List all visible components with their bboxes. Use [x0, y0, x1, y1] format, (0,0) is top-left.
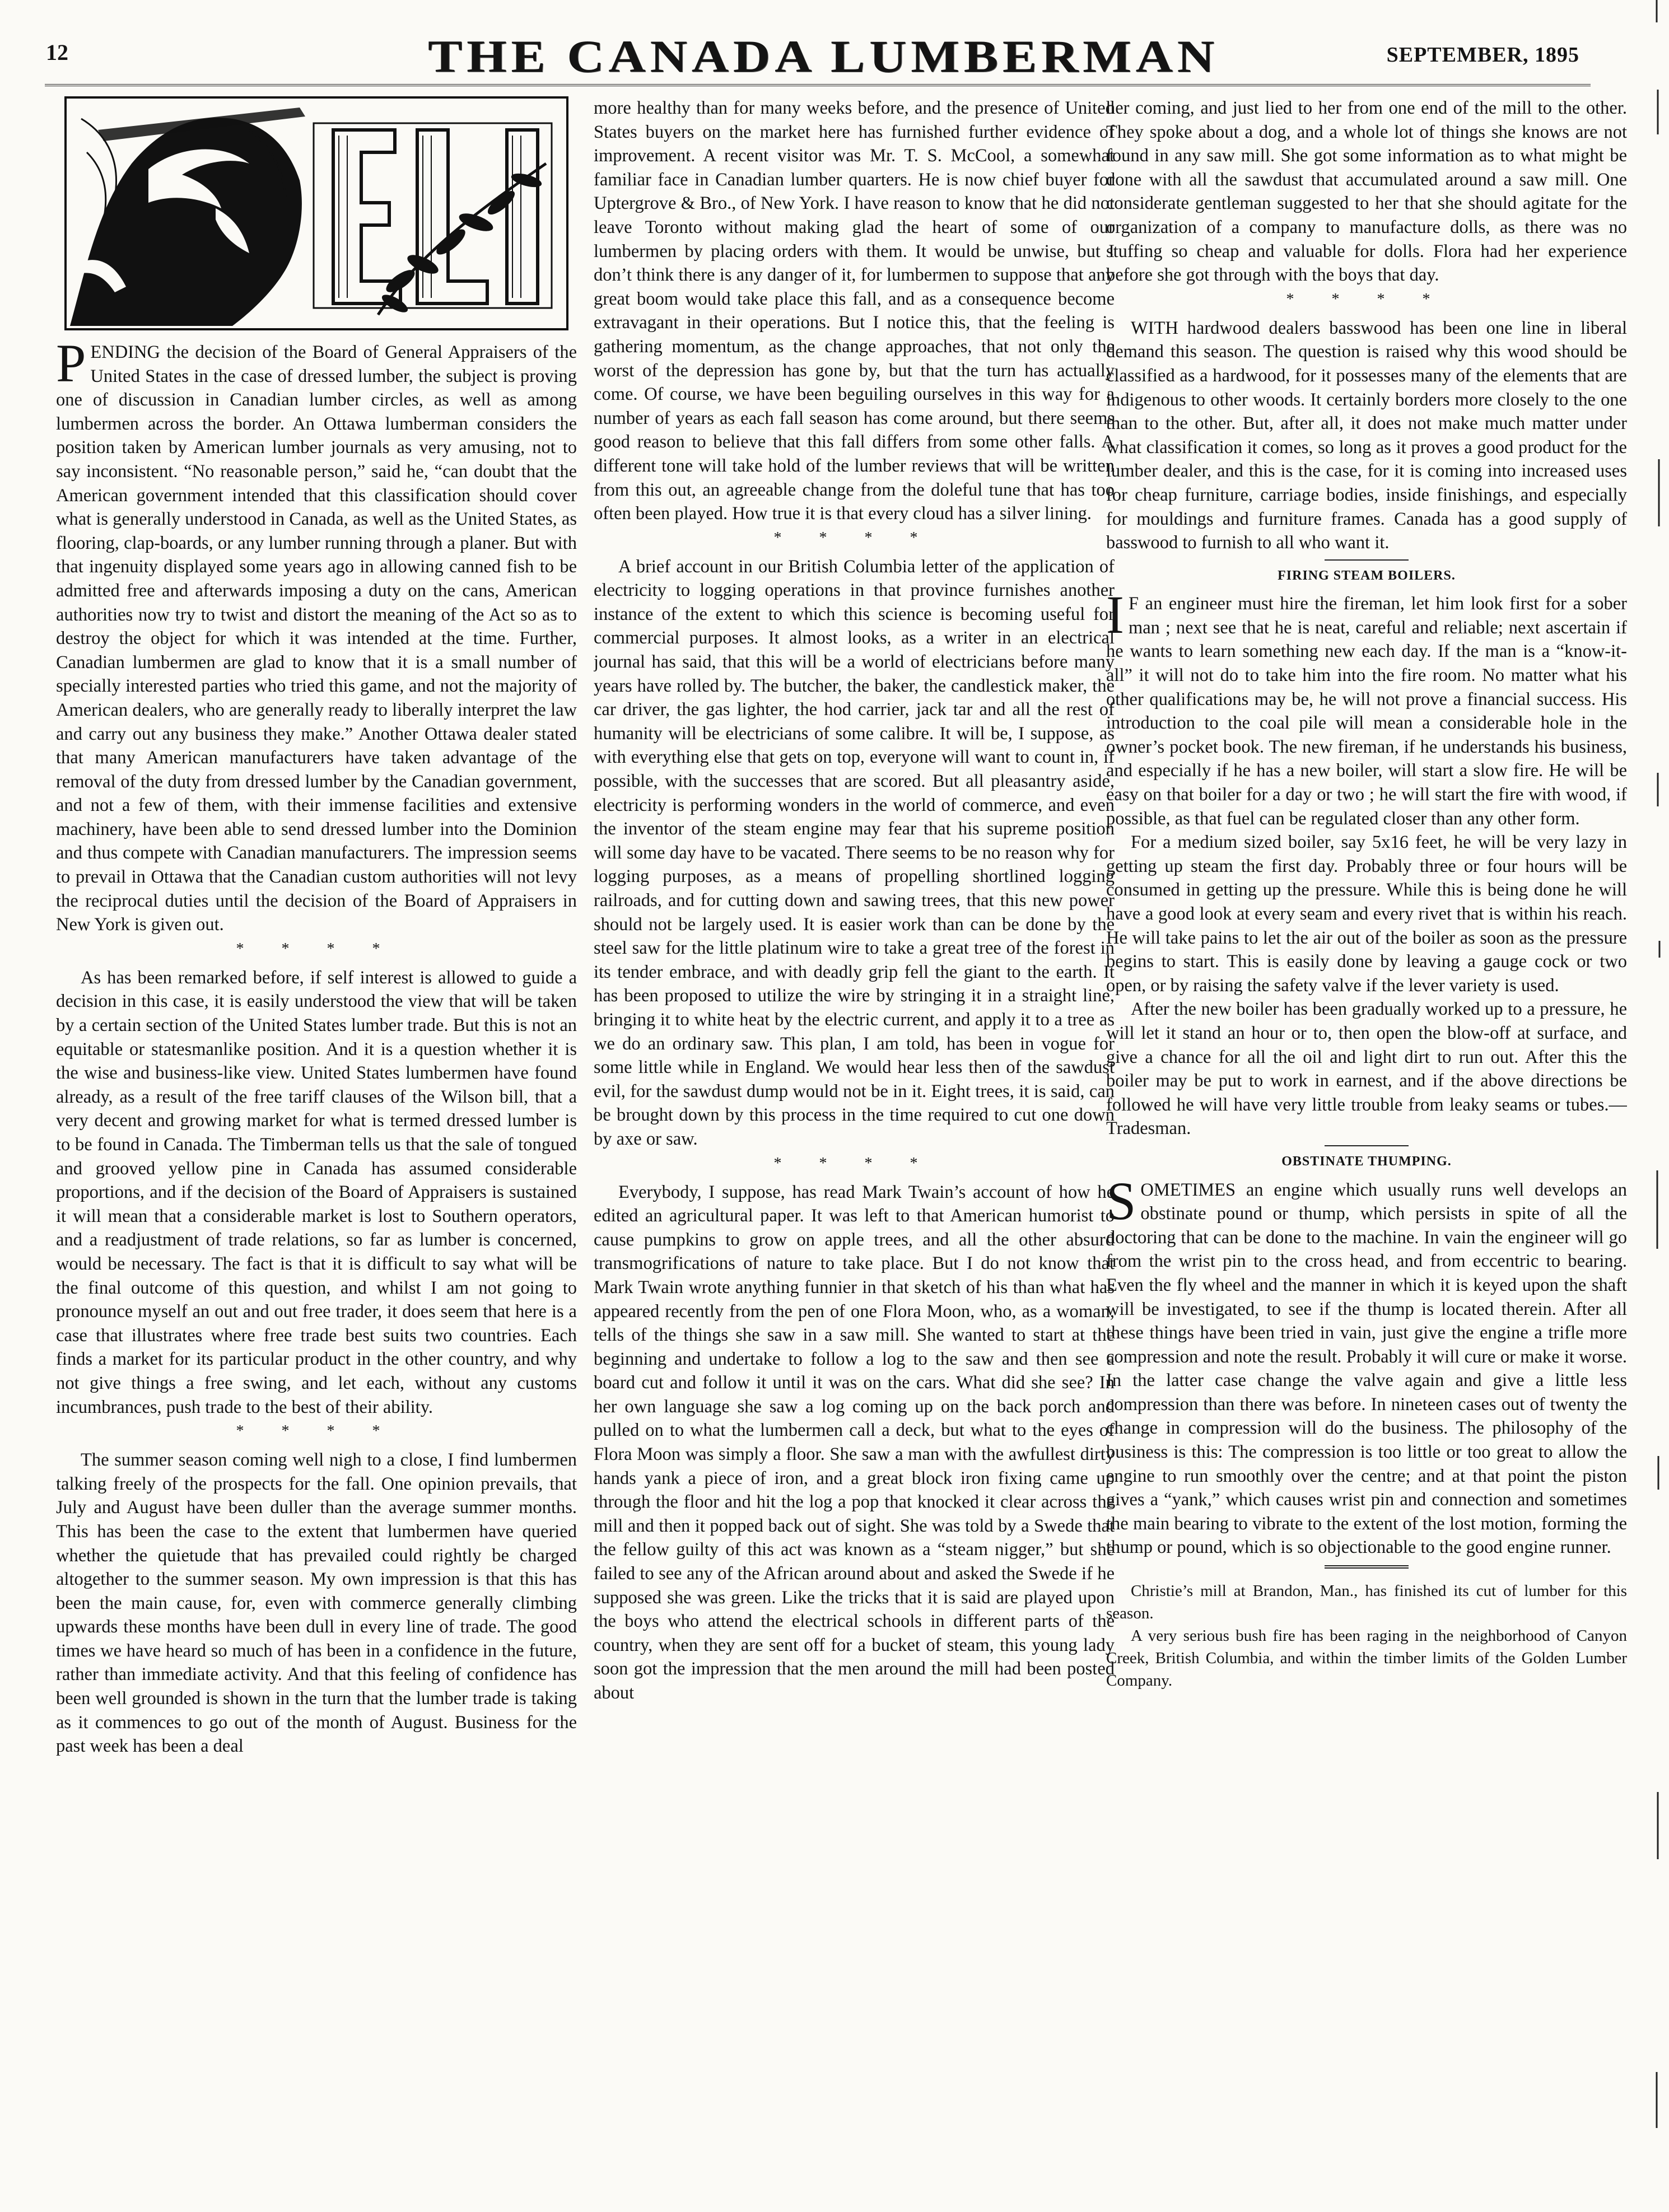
masthead-rule: [45, 84, 1591, 86]
column-2: [594, 96, 1115, 2174]
page-number: 12: [46, 40, 68, 65]
issue-date: SEPTEMBER, 1895: [1386, 43, 1579, 67]
column-3: [1106, 96, 1627, 2174]
section-separator: * * * *: [773, 529, 935, 547]
ornamental-pen-portrait-illustration: [64, 96, 568, 330]
section-separator: * * * *: [773, 1154, 935, 1172]
article-paragraph: The summer season coming well nigh to a close, I find lumbermen talking freely of the prospects for the fall. One opinion prevails, that July and August have been duller than the average summer months. This has been the case to the extent that lumbermen have queried whether the quietude that has prevailed could rightly be charged altogether to the summer season. My own impression is that this has been the main cause, for, even with commerce generally climbing upwards these months have been dull in every line of trade. The good times we have heard so much of has been in a confidence in the future, rather than immediate activity. And that this feeling of confidence has been well grounded is shown in the turn that the lumber trade is taking as it commences to go out of the month of August. Business for the past week has been a deal: [56, 1450, 577, 1757]
section-separator: * * * *: [236, 940, 397, 958]
article-paragraph: her coming, and just lied to her from one end of the mill to the other. They spoke about a dog, and a whole lot of things she knows are not found in any saw mill. She got some information as to what might be done with all the sawdust that accumulated around a saw mill. One considerate gentleman suggested to her that she should agitate for the organization of a company to manufacture dolls, as there was no stuffing so cheap and valuable for dolls. Flora had her experience before she got through with the boys that day.: [1106, 98, 1627, 286]
article-paragraph: I F an engineer must hire the fireman, let him look first for a sober man ; next see that he is neat, careful and reliable; next ascertain if he wants to learn something new each day. If the man is a “know-it-all” it will not do to take him into the fire room. No matter what his other qualifications may be, he will not prove a financial success. His introduction to the coal pile will mean a considerable hole in the owner’s pocket book. The new fireman, if he understands his business, and especially if he has a new boiler, will start a slow fire. He will be easy on that boiler for a day or two ; he will start the fire with wood, if possible, as that fuel can be regulated closer than any other form.: [1106, 585, 1627, 829]
article-paragraph: As has been remarked before, if self interest is allowed to guide a decision in this case, it is easily understood the view that will be taken by a certain section of the United States lumber trade. But this is not an equitable or statesmanlike position. And it is a question whether it is the wise and business-like view. United States lumbermen have found already, as a result of the free tariff clauses of the Wilson bill, that a very decent and growing market for what is termed dressed lumber is to be found in Canada. The Timberman tells us that the sale of tongued and grooved yellow pine in Canada has assumed considerable proportions, and if the decision of the Board of Appraisers is sustained it will mean that a considerable market is lost to Southern operators, and a readjustment of trade relations, so far as lumber is concerned, would be necessary. The fact is that it is difficult to say what will be the final outcome of this question, and whilst I am not going to pronounce myself an out and out free trader, it does seem that here is a case that illustrates where free trade best suits two countries. Each finds a market for its particular product in the other country, and why not give things a free swing, and let each, without any customs incumbrances, push trade to the best of their ability.: [56, 967, 577, 1417]
section-rule: [1325, 1565, 1409, 1569]
masthead: [34, 27, 1613, 88]
article-paragraph: PENDING the decision of the Board of General Appraisers of the United States in the case of dressed lumber, the subject is proving one of discussion in Canadian lumber circles, as well as among lumbermen across the border. An Ottawa lumberman considers the position taken by American lumber journals as very amusing, not to say inconsistent. “No reasonable person,” said he, “can doubt that the American government intended that this classification should cover what is generally understood in Canada, as well as the United States, as flooring, clap-boards, or any lumber running through a planer. But with that ingenuity displayed some years ago in allowing canned fish to be admitted free and afterwards imposing a duty on the cans, American authorities now try to twist and distort the meaning of the Act so as to destroy the object for which it was intended at the time. Further, Canadian lumbermen are glad to know that it is a small number of specially interested parties who tried this game, and not the majority of American dealers, who are generally ready to liberally interpret the law and carry out any business they make.” Another Ottawa dealer stated that many American manufacturers have taken advantage of the removal of the duty from dressed lumber by the Canadian government, and not a few of them, with their immense facilities and extensive machinery, have been able to send dressed lumber into the Dominion and thus compete with Canadian manufacturers. The impression seems to prevail in Ottawa that the Canadian custom authorities will not levy the reciprocal duties until the decision of the Board of Appraisers in New York is given out.: [56, 333, 577, 935]
article-paragraph: more healthy than for many weeks before, and the presence of United States buyers on the market here has furnished further evidence of improvement. A recent visitor was Mr. T. S. McCool, a somewhat familiar face in Canadian lumber quarters. He is now chief buyer for Uptergrove & Bro., of New York. I have reason to know that he did not leave Toronto without making glad the heart of some of our lumbermen by placing orders with them. It would be unwise, but I don’t think there is any danger of it, for lumbermen to suppose that any great boom would take place this fall, and as a consequence become extravagant in their operations. But I notice this, that the feeling is gathering momentum, as the change approaches, that not only the worst of the depression has gone by, but that the turn has actually come. Of course, we have been beguiling ourselves in this way for a number of years as each fall season has come around, but there seems good reason to believe that this fall differs from some other falls. A different tone will take hold of the lumber reviews that will be written from this out, an agreeable change from the doleful tune that has too often been played. How true it is that every cloud has a silver lining.: [594, 98, 1115, 524]
article-paragraph: After the new boiler has been gradually worked up to a pressure, he will let it stand an hour or to, then open the blow-off at surface, and give a chance for all the oil and light dirt to run out. After this the boiler may be put to work in earnest, and if the above directions be followed he will have very little trouble from leaky seams or tubes.—Tradesman.: [1106, 999, 1627, 1139]
section-separator: * * * *: [236, 1422, 397, 1440]
drop-cap: P: [56, 333, 86, 393]
news-item: A very serious bush fire has been raging in the neighborhood of Canyon Creek, British Columbia, and within the timber limits of the Golden Lumber Company.: [1106, 1627, 1627, 1690]
section-rule: [1325, 1145, 1409, 1146]
section-separator: * * * *: [1286, 290, 1447, 308]
drop-cap: S: [1106, 1170, 1136, 1231]
article-paragraph: For a medium sized boiler, say 5x16 feet, he will be very lazy in getting up steam the first day. Probably three or four hours will be consumed in getting up the pressure. While this is being done he will have a good look at every seam and every rivet that is within his reach. He will take pains to let the air out of the boiler as soon as the pressure begins to start. This is easily done by leaving a gauge cock or two open, or by raising the safety valve if the lever variety is used.: [1106, 832, 1627, 996]
article-paragraph: Everybody, I suppose, has read Mark Twain’s account of how he edited an agricultural paper. It was left to that American humorist to cause pumpkins to grow on apple trees, and all the other absurd transmogrifications of nature to take place. But I do not know that Mark Twain wrote anything funnier in that sketch of his than what has appeared recently from the pen of one Flora Moon, who, as a woman, tells of the things she saw in a saw mill. She wanted to start at the beginning and undertake to follow a log to the saw and then see a board cut and follow it until it was on the cars. What did she see? In her own language she saw a log coming up on the back porch and pulled on to what the lumbermen call a deck, but what to the eyes of Flora Moon was simply a floor. She saw a man with the awfullest dirty hands yank a piece of iron, and a great block iron fixing came up through the floor and hit the log a pop that knocked it clear across the mill and then it popped back out of sight. She was told by a Swede that the fellow guilty of this act was known as a “steam nigger,” but she failed to see any of the African around about and asked the Swede if he supposed she was green. Like the tricks that it is said are played upon the boys who attend the electrical schools in different parts of the country, when they are sent off for a bucket of steam, this young lady soon got the impression that the men around the mill had been posted about: [594, 1182, 1115, 1703]
section-rule: [1325, 559, 1409, 561]
column-1: [56, 96, 577, 2174]
news-item: Christie’s mill at Brandon, Man., has finished its cut of lumber for this season.: [1106, 1582, 1627, 1623]
page-edge-marks: [1641, 0, 1669, 2212]
article-paragraph: SOMETIMES an engine which usually runs well develops an obstinate pound or thump, which persists in spite of all the doctoring that can be done to the machine. In vain the engineer will go from the wrist pin to the cross head, and from eccentric to bearing. Even the fly wheel and the manner in which it is keyed upon the shaft will be investigated, to see if the thump is located therein. After all these things have been tried in vain, just give the engine a trifle more compression and note the result. Probably it will cure or make it worse. In the latter case change the valve again and give a little less compression than there was before. In nineteen cases out of twenty the change in compression will do the business. The philosophy of the business is this: The compression is too little or too great to allow the engine to run smoothly over the centre; and at that point the piston gives a “yank,” which causes wrist pin and connection and sometimes the main bearing to vibrate to the extent of the lost motion, forming the thump or pound, which is so objectionable to the good engine runner.: [1106, 1170, 1627, 1558]
article-paragraph: WITH hardwood dealers basswood has been one line in liberal demand this season. The question is raised why this wood should be classified as a hardwood, for it possesses many of the elements that are indigenous to other woods. It certainly borders more closely to the one than to the other. But, after all, it does not make much matter under what classification it comes, so long as it proves a good product for the lumber dealer, and this is the case, for it is coming into increased uses for cheap furniture, carriage bodies, inside finishings, and especially for mouldings and furniture frames. Canada has a good supply of basswood to furnish to all who want it.: [1106, 318, 1627, 553]
article-heading-firing-steam-boilers: FIRING STEAM BOILERS.: [1278, 568, 1456, 583]
article-paragraph: A brief account in our British Columbia letter of the application of electricity to logging operations in that province furnishes another instance of the extent to which this science is becoming useful for commercial purposes. It almost looks, as a writer in an electrical journal has said, that this will be a world of electricians before many years have rolled by. The butcher, the baker, the candlestick maker, the car driver, the gas lighter, the hod carrier, jack tar and all the rest of humanity will be electricians of some calibre. It will be, I suppose, as with everything else that gets on top, everyone will want to count in, if possible, with the successes that are scored. But all pleasantry aside, electricity is performing wonders in the world of commerce, and even the inventor of the steam engine may fear that his supreme position will some day have to be vacated. There seems to be no reason why for logging purposes, as a means of propelling shortlined logging railroads, and for cutting down and sawing trees, that this new power should not be largely used. It is easier work than can be done by the steel saw for the little platinum wire to take a great tree of the forest in its tender embrace, and with deadly grip fell the giant to the earth. It has been proposed to utilize the wire by stringing it in a straight line, bringing it to white heat by the electric current, and apply it to a tree as we do an ordinary saw. This plan, I am told, has been in vogue for some little while in England. We would hear less then of the sawdust evil, for the sawdust dump would not be in it. Eight trees, it is said, can be brought down by this process in the time required to cut one down by axe or saw.: [594, 556, 1115, 1149]
newspaper-title: THE CANADA LUMBERMAN: [427, 31, 1219, 82]
article-heading-obstinate-thumping: OBSTINATE THUMPING.: [1281, 1154, 1452, 1169]
drop-cap: I: [1106, 585, 1124, 645]
